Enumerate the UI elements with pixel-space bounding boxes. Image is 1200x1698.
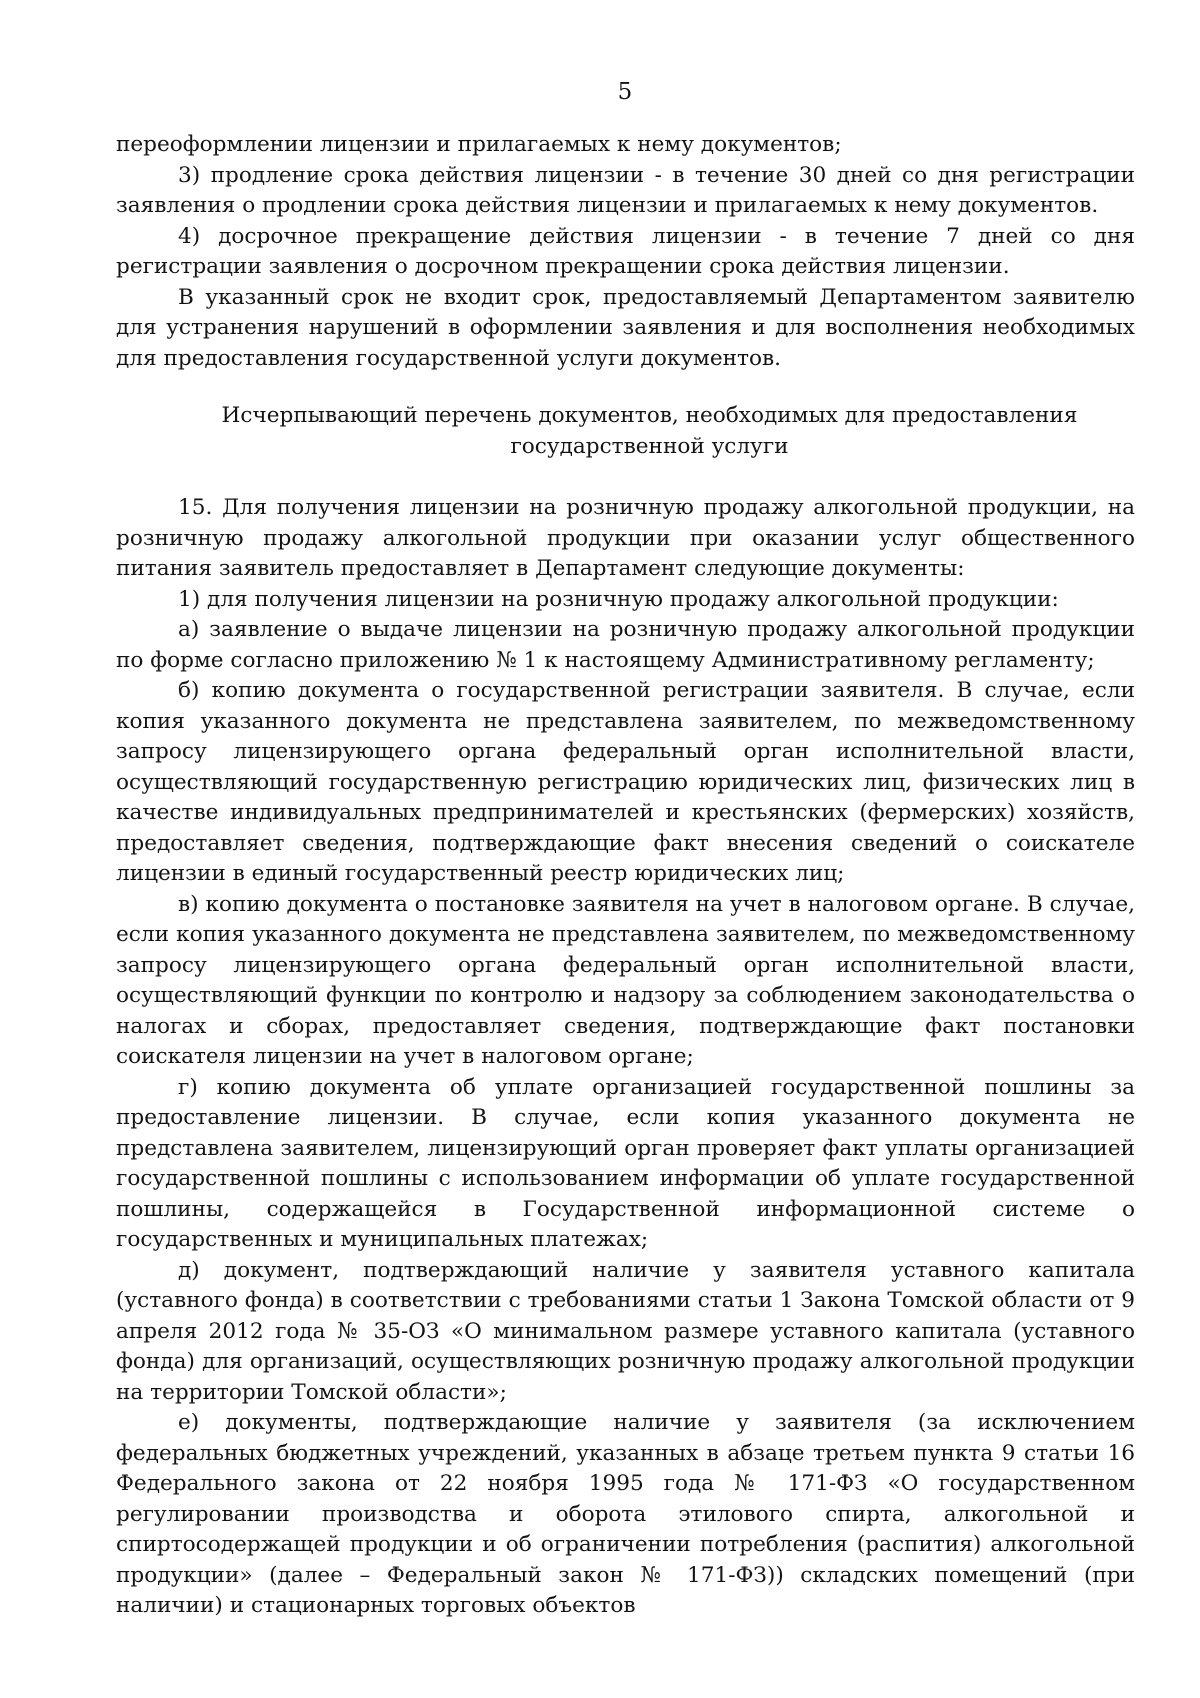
page-number: 5 <box>617 79 633 105</box>
section-heading-line-2: государственной услуги <box>510 433 789 459</box>
section-heading <box>116 401 1135 462</box>
paragraph-item-v: в) копию документа о постановке заявителя на учет в налоговом органе. В случае, если копия указанного документа не представлена заявителем, по межведомственному запросу лицензирующего органа федеральный орган исполнительной власти, осуществляющий функции по контролю и надзору за соблюдением законодательства о налогах и сборах, предоставляет сведения, подтверждающие факт постановки соискателя лицензии на учет в налоговом органе; <box>116 891 1135 1069</box>
paragraph-continuation: переоформлении лицензии и прилагаемых к нему документов; <box>116 132 842 157</box>
section-heading-line-1: Исчерпывающий перечень документов, необходимых для предоставления <box>221 403 1078 428</box>
paragraph-item-e: е) документы, подтверждающие наличие у заявителя (за исключением федеральных бюджетных учреждений, указанных в абзаце третьем пункта 9 статьи 16 Федерального закона от 22 ноября 1995 года № 171-ФЗ «О государственном регулировании производства и оборота этилового спирта, алкогольной и спиртосодержащей продукции и об ограничении потребления (распития) алкогольной продукции» (далее – Федеральный закон № 171-ФЗ)) складских помещений (при наличии) и стационарных торговых объектов <box>116 1410 1135 1618</box>
paragraph-item-b: б) копию документа о государственной регистрации заявителя. В случае, если копия указанного документа не представлена заявителем, по межведомственному запросу лицензирующего органа федеральный орган исполнительной власти, осуществляющий государственную регистрацию юридических лиц, физических лиц в качестве индивидуальных предпринимателей и крестьянских (фермерских) хозяйств, предоставляет сведения, подтверждающие факт внесения сведений о соискателе лицензии в единый государственный реестр юридических лиц; <box>116 678 1135 886</box>
paragraph-item-4: 4) досрочное прекращение действия лицензии - в течение 7 дней со дня регистрации заявления о досрочном прекращении срока действия лицензии. <box>116 223 1135 279</box>
main-text-block <box>116 493 1135 1622</box>
paragraph-item-g: г) копию документа об уплате организацией государственной пошлины за предоставление лицензии. В случае, если копия указанного документа не представлена заявителем, лицензирующий орган проверяет факт уплаты организацией государственной пошлины с использованием информации об уплате государственной пошлины, содержащейся в Государственной информационной системе о государственных и муниципальных платежах; <box>116 1074 1135 1252</box>
top-text-block <box>116 130 1135 374</box>
paragraph-item-3: 3) продление срока действия лицензии - в течение 30 дней со дня регистрации заявления о продлении срока действия лицензии и прилагаемых к нему документов. <box>116 162 1135 218</box>
paragraph-item-1: 1) для получения лицензии на розничную продажу алкогольной продукции: <box>178 586 1059 612</box>
paragraph-item-a: а) заявление о выдаче лицензии на розничную продажу алкогольной продукции по форме согласно приложению № 1 к настоящему Административному регламенту; <box>116 617 1135 673</box>
paragraph-term-note: В указанный срок не входит срок, предоставляемый Департаментом заявителю для устранения нарушений в оформлении заявления и для восполнения необходимых для предоставления государственной услуги документов. <box>116 284 1135 371</box>
paragraph-clause-15: 15. Для получения лицензии на розничную продажу алкогольной продукции, на розничную продажу алкогольной продукции при оказании услуг общественного питания заявитель предоставляет в Департамент следующие документы: <box>116 495 1135 581</box>
paragraph-item-d: д) документ, подтверждающий наличие у заявителя уставного капитала (уставного фонда) в соответствии с требованиями статьи 1 Закона Томской области от 9 апреля 2012 года № 35-ОЗ «О минимальном размере уставного капитала (уставного фонда) для организаций, осуществляющих розничную продажу алкогольной продукции на территории Томской области»; <box>116 1257 1135 1405</box>
